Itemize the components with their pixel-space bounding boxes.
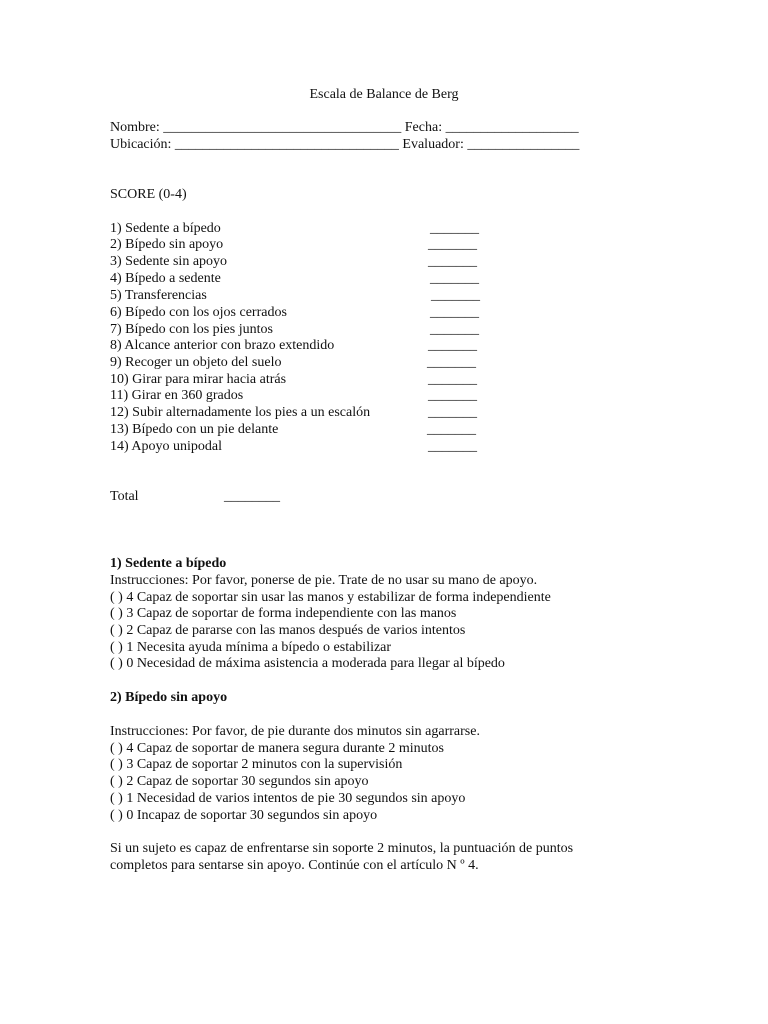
section1-option: ( ) 3 Capaz de soportar de forma independiente con las manos <box>110 606 457 621</box>
total-label: Total <box>110 489 139 504</box>
score-item-blank: _______ <box>428 338 477 353</box>
score-item-label: 1) Sedente a bípedo <box>110 221 221 236</box>
section2-option: ( ) 1 Necesidad de varios intentos de pie 30 segundos sin apoyo <box>110 791 466 806</box>
score-item-blank: _______ <box>427 355 476 370</box>
score-item-blank: _______ <box>428 372 477 387</box>
score-item-blank: _______ <box>428 237 477 252</box>
score-item-blank: _______ <box>428 405 477 420</box>
score-item-label: 10) Girar para mirar hacia atrás <box>110 372 287 387</box>
total-blank: ________ <box>224 489 280 504</box>
section1-option: ( ) 4 Capaz de soportar sin usar las manos y estabilizar de forma independiente <box>110 590 551 605</box>
score-item-label: 12) Subir alternadamente los pies a un escalón <box>110 405 371 420</box>
score-item-blank: _______ <box>430 322 479 337</box>
score-item-label: 5) Transferencias <box>110 288 207 303</box>
score-item-label: 2) Bípedo sin apoyo <box>110 237 224 252</box>
section2-option: ( ) 3 Capaz de soportar 2 minutos con la supervisión <box>110 757 403 772</box>
score-item-label: 9) Recoger un objeto del suelo <box>110 355 282 370</box>
score-item-blank: _______ <box>430 221 479 236</box>
section2-option: ( ) 2 Capaz de soportar 30 segundos sin apoyo <box>110 774 369 789</box>
score-item-label: 13) Bípedo con un pie delante <box>110 422 279 437</box>
section1-heading: 1) Sedente a bípedo <box>110 556 227 571</box>
section1-instructions: Instrucciones: Por favor, ponerse de pie. Trate de no usar su mano de apoyo. <box>110 573 538 588</box>
section2-note-line-1: Si un sujeto es capaz de enfrentarse sin soporte 2 minutos, la puntuación de puntos <box>110 841 574 856</box>
section2-note-line-2: completos para sentarse sin apoyo. Continúe con el artículo N º 4. <box>110 858 479 873</box>
document-title: Escala de Balance de Berg <box>309 87 459 102</box>
score-item-label: 14) Apoyo unipodal <box>110 439 222 454</box>
section2-option: ( ) 4 Capaz de soportar de manera segura durante 2 minutos <box>110 741 444 756</box>
score-item-label: 4) Bípedo a sedente <box>110 271 221 286</box>
section1-option: ( ) 1 Necesita ayuda mínima a bípedo o estabilizar <box>110 640 392 655</box>
score-heading: SCORE (0-4) <box>110 187 187 202</box>
header-nombre-fecha: Nombre: __________________________________ Fecha: ___________________ <box>110 120 579 135</box>
section2-instructions: Instrucciones: Por favor, de pie durante dos minutos sin agarrarse. <box>110 724 480 739</box>
section1-option: ( ) 2 Capaz de pararse con las manos después de varios intentos <box>110 623 466 638</box>
header-ubicacion-evaluador: Ubicación: ________________________________ Evaluador: ________________ <box>110 137 580 152</box>
score-item-blank: _______ <box>431 288 480 303</box>
score-item-blank: _______ <box>428 254 477 269</box>
score-item-label: 3) Sedente sin apoyo <box>110 254 228 269</box>
score-item-blank: _______ <box>427 422 476 437</box>
score-item-blank: _______ <box>428 439 477 454</box>
section2-option: ( ) 0 Incapaz de soportar 30 segundos sin apoyo <box>110 808 378 823</box>
score-item-label: 11) Girar en 360 grados <box>110 388 244 403</box>
score-item-label: 6) Bípedo con los ojos cerrados <box>110 305 287 320</box>
section1-option: ( ) 0 Necesidad de máxima asistencia a moderada para llegar al bípedo <box>110 656 505 671</box>
score-item-label: 7) Bípedo con los pies juntos <box>110 322 273 337</box>
section2-heading: 2) Bípedo sin apoyo <box>110 690 228 705</box>
score-item-blank: _______ <box>430 305 479 320</box>
score-item-blank: _______ <box>428 388 477 403</box>
score-item-label: 8) Alcance anterior con brazo extendido <box>110 338 335 353</box>
score-item-blank: _______ <box>430 271 479 286</box>
